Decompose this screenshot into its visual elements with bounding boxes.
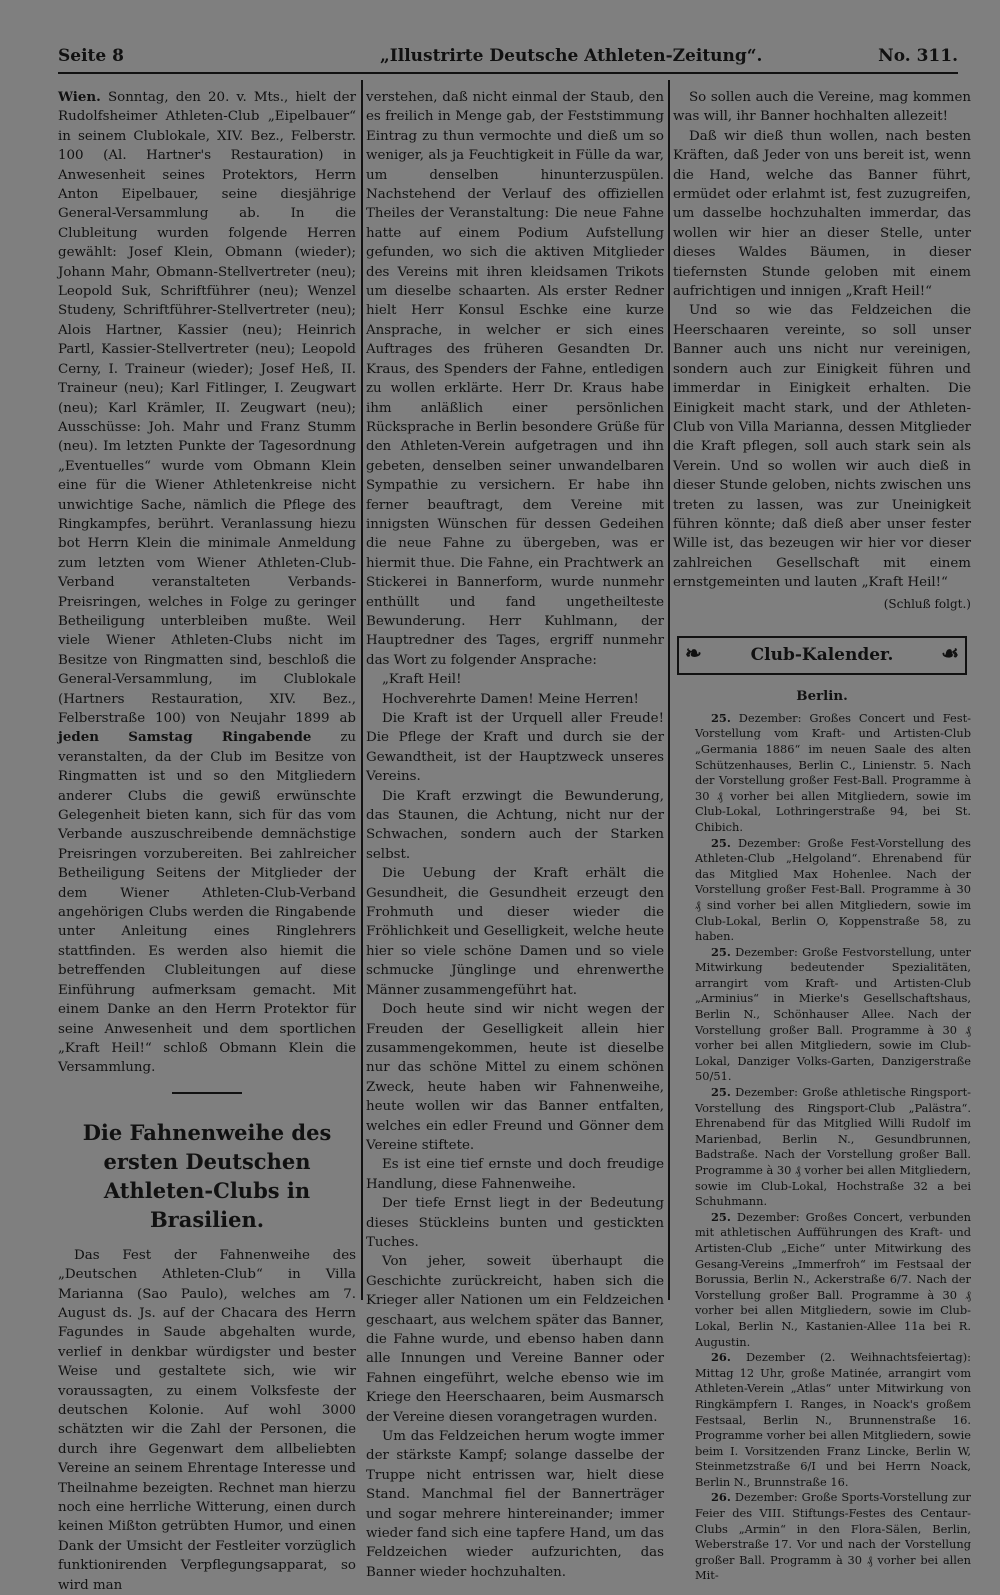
ornament-icon: ❧ xyxy=(685,640,702,665)
calendar-entry: 25. Dezember: Große athletische Ringsport-Vorstellung des Ringsport-Club „Palästra“. Ehrenabend für das Mitglied Willi Rudolf im Marienbad, Berlin N., Gesundbrunnen, Badstraße. Nach der Vorstellung großer Ball. Programme à 30 ₰ vorher bei allen Mitgliedern, sowie im Club-Lokal, Hochstraße 32 a bei Schuhmann. xyxy=(695,1085,971,1209)
speech-paragraph: Von jeher, soweit überhaupt die Geschichte zurückreicht, haben sich die Krieger aller Nationen um ein Feldzeichen geschaart, aus welchem später das Banner, die Fahne wurde, und ebenso haben dann alle Innungen und Vereine Banner oder Fahnen eingeführt, welche ebenso wie im Kriege den Heerschaaren, beim Ausmarsch der Vereine diesen vorangetragen wurden. xyxy=(366,1254,664,1425)
column-3 xyxy=(673,88,972,1583)
column-divider-left xyxy=(361,80,363,1300)
vienna-report: Wien. Sonntag, den 20. v. Mts., hielt der Rudolfsheimer Athleten-Club „Eipelbauer“ in seinem Clublokale, XIV. Bez., Felberstr. 100 (Al. Hartner's Restauration) in Anwesenheit seines Protektors, Herrn Anton Eipelbauer, seine diesjährige General-Versammlung ab. In die Clubleitung wurden folgende Herren gewählt: Josef Klein, Obmann (wieder); Johann Mahr, Obmann-Stellvertreter (neu); Leopold Suk, Schriftführer (neu); Wenzel Studeny, Schriftführer-Stellvertreter (neu); Alois Hartner, Kassier (neu); Heinrich Partl, Kassier-Stellvertreter (neu); Leopold Cerny, I. Traineur (wieder); Josef Heß, II. Traineur (neu); Karl Fitlinger, I. Zeugwart (neu); Karl Krämler, II. Zeugwart (neu); Ausschüsse: Joh. Mahr und Franz Stumm (neu). Im letzten Punkte der Tagesordnung „Eventuelles“ wurde vom Obmann Klein eine für die Wiener Athletenkreise nicht unwichtige Sache, nämlich die Pflege des Ringkampfes, berührt. Veranlassung hiezu bot Herrn Klein die minimale Anmeldung zum letzten vom Wiener Athleten-Club-Verband veranstalteten Verbands-Preisringen, welches in Folge zu geringer Betheiligung unterbleiben mußte. Weil viele Wiener Athleten-Clubs nicht im Besitze von Ringmatten sind, beschloß die General-Versammlung, im Clublokale (Hartners Restauration, XIV. Bez., Felberstraße 100) von Neujahr 1899 ab jeden Samstag Ringabende zu veranstalten, da der Club im Besitze von Ringmatten ist und so den Mitgliedern anderer Clubs die gewiß erwünschte Gelegenheit bieten kann, sich für das vom Verbande auszuschreibende demnächstige Preisringen vorzubereiten. Bei zahlreicher Betheiligung Seitens der Mitglieder der dem Wiener Athleten-Club-Verband angehörigen Clubs werden die Ringabende unter Anleitung eines Ringlehrers stattfinden. Es werden also hiemit die betreffenden Clubleitungen auf diese Einführung aufmerksam gemacht. Mit einem Danke an den Herrn Protektor für seine Anwesenheit und dem sportlichen „Kraft Heil!“ schloß Obmann Klein die Versammlung. xyxy=(58,89,357,1076)
calendar-entry: 25. Dezember: Große Festvorstellung, unter Mitwirkung bedeutender Spezialitäten, arrangirt vom Kraft- und Artisten-Club „Arminius“ in Mierke's Gesellschaftshaus, Berlin N., Schönhauser Allee. Nach der Vorstellung großer Ball. Programme à 30 ₰ vorher bei allen Mitgliedern, sowie im Club-Lokal, Danziger Volks-Garten, Danzigerstraße 50/51. xyxy=(695,944,972,1084)
calendar-entries xyxy=(673,711,971,1584)
speech-paragraph: So sollen auch die Vereine, mag kommen was will, ihr Banner hochhalten allezeit! xyxy=(673,90,971,125)
ring-evenings-emphasis: jeden Samstag Ringabende xyxy=(58,729,312,746)
header-rule xyxy=(58,72,958,74)
article-heading: Die Fahnenweihe des ersten Deutschen Athleten-Clubs in Brasilien. xyxy=(82,1119,332,1232)
article-paragraph: Das Fest der Fahnenweihe des „Deutschen Athleten-Club“ in Villa Marianna (Sao Paulo), welches am 7. August ds. Js. auf der Chacara des Herrn Fagundes in Saude abgehalten wurde, verlief in denkbar würdigster und bester Weise und gestaltete sich, wie wir voraussagten, zu einem Volksfeste der deutschen Kolonie. Auf wohl 3000 schätzten wir die Zahl der Personen, die durch ihre Gegenwart dem allbeliebten Vereine an seinem Ehrentage Interesse und Theilnahme bezeigten. Rechnet man hierzu noch eine herrliche Witterung, einen durch keinen Mißton getrübten Humor, und einen Dank der Umsicht der Festleiter vorzüglich funktionirenden Verpflegungsapparat, so wird man xyxy=(58,1247,356,1593)
calendar-entry: 26. Dezember (2. Weihnachtsfeiertag): Mittag 12 Uhr, große Matinée, arrangirt vom Athleten-Verein „Atlas“ unter Mitwirkung von Ringkämpfern I. Ranges, in Noack's großem Festsaal, Berlin N., Brunnenstraße 16. Programme vorher bei allen Mitgliedern, sowie beim I. Vorsitzenden Franz Lincke, Berlin W, Steinmetzstraße 6/I und bei Herrn Noack, Berlin N., Brunnstraße 16. xyxy=(695,1350,971,1489)
ornament-icon: ☙ xyxy=(941,640,959,665)
speech-paragraph: Es ist eine tief ernste und doch freudige Handlung, diese Fahnenweihe. xyxy=(366,1157,664,1192)
continued-note: (Schluß folgt.) xyxy=(883,596,971,611)
speech-paragraph: Die Kraft ist der Urquell aller Freude! Die Pflege der Kraft und durch sie der Gewandtheit, ist der Hauptzweck unseres Vereins. xyxy=(366,711,664,785)
page-header xyxy=(58,42,958,70)
calendar-entry: 25. Dezember: Großes Concert und Fest-Vorstellung vom Kraft- und Artisten-Club „Germania 1886“ im neuen Saale des alten Schützenhauses, Berlin C., Linienstr. 5. Nach der Vorstellung großer Fest-Ball. Programme à 30 ₰ vorher bei allen Mitgliedern, sowie im Club-Lokal, Lothringerstraße 94, bei St. Chibich. xyxy=(695,710,971,834)
column-divider-right xyxy=(668,80,670,1300)
speech-greeting: „Kraft Heil! xyxy=(382,672,462,688)
calendar-city: Berlin. xyxy=(796,688,848,705)
issue-number: No. 311. xyxy=(878,46,958,66)
speech-paragraph: Die Kraft erzwingt die Bewunderung, das Staunen, die Achtung, nicht nur der Schwachen, sondern auch der Starken selbst. xyxy=(366,788,664,862)
club-calendar-banner xyxy=(677,636,967,675)
speech-paragraph: Der tiefe Ernst liegt in der Bedeutung dieses Stückleins bunten und gestickten Tuches. xyxy=(366,1196,664,1250)
speech-salutation: Hochverehrte Damen! Meine Herren! xyxy=(382,691,639,707)
club-calendar-title: Club-Kalender. xyxy=(750,644,894,665)
publication-title: „Illustrirte Deutsche Athleten-Zeitung“. xyxy=(380,46,763,66)
speech-paragraph: Und so wie das Feldzeichen die Heerschaaren vereinte, so soll unser Banner auch uns nicht nur vereinigen, sondern auch zur Einigkeit führen und immerdar in Einigkeit erhalten. Die Einigkeit macht stark, und der Athleten-Club von Villa Marianna, dessen Mitglieder die Kraft pflegen, soll auch stark sein als Verein. Und so wollen wir auch dieß in dieser Stunde geloben, nichts zwischen uns treten zu lassen, was zur Uneinigkeit führen könnte; daß dieß aber unser fester Wille ist, das bezeugen wir hier vor dieser zahlreichen Gesellschaft mit einem ernstgemeinten und lauten „Kraft Heil!“ xyxy=(673,303,971,591)
dateline-vienna: Wien. xyxy=(58,89,101,105)
page-number: Seite 8 xyxy=(58,46,124,66)
column-2 xyxy=(366,88,664,1580)
speech-paragraph: Um das Feldzeichen herum wogte immer der stärkste Kampf; solange dasselbe der Truppe nicht entrissen war, hielt diese Stand. Manchmal fiel der Bannerträger und sogar mehrere hintereinander; immer wieder fand sich eine tapfere Hand, um das Feldzeichen wieder aufzurichten, das Banner wieder hochzuhalten. xyxy=(366,1429,664,1580)
speech-paragraph: Daß wir dieß thun wollen, nach besten Kräften, daß Jeder von uns bereit ist, wenn die Hand, welche das Banner führt, ermüdet oder erlahmt ist, fest zuzugreifen, um dasselbe hochzuhalten immerdar, das wollen wir hier an dieser Stelle, unter dieses Waldes Bäumen, in dieser tiefernsten Stunde geloben mit einem aufrichtigen und innigen „Kraft Heil!“ xyxy=(673,128,971,300)
column-1 xyxy=(58,88,357,1593)
article-paragraph: verstehen, daß nicht einmal der Staub, den es freilich in Menge gab, der Feststimmung Eintrag zu thun vermochte und dieß um so weniger, als ja Feuchtigkeit in Fülle da war, um denselben hinunterzuspülen. Nachstehend der Verlauf des offiziellen Theiles der Veranstaltung: Die neue Fahne hatte auf einem Podium Aufstellung gefunden, wo sich die aktiven Mitglieder des Vereins mit ihren kleidsamen Trikots um dieselbe schaarten. Als erster Redner hielt Herr Konsul Eschke eine kurze Ansprache, in welcher er sich eines Auftrages des früheren Gesandten Dr. Kraus, des Spenders der Fahne, entledigen zu wollen erklärte. Herr Dr. Kraus habe ihm anläßlich einer persönlichen Rücksprache in Berlin besondere Grüße für den Athleten-Verein aufgetragen und ihn gebeten, denselben seiner unwandelbaren Sympathie zu versichern. Er habe ihn ferner beauftragt, dem Vereine mit innigsten Wünschen für dessen Gedeihen die neue Fahne zu übergeben, was er hiermit thue. Die Fahne, ein Prachtwerk an Stickerei in Bannerform, wurde nunmehr enthüllt und fand ungetheilteste Bewunderung. Herr Kuhlmann, der Hauptredner des Tages, ergriff nunmehr das Wort zu folgender Ansprache: xyxy=(366,90,664,668)
calendar-entry: 25. Dezember: Großes Concert, verbunden mit athletischen Aufführungen des Kraft- und Artisten-Club „Eiche“ unter Mitwirkung des Gesang-Vereins „Immerfroh“ im Festsaal der Borussia, Berlin N., Ackerstraße 6/7. Nach der Vorstellung großer Ball. Programme à 30 ₰ vorher bei allen Mitgliedern, sowie im Club-Lokal, Berlin N., Kastanien-Allee 11a bei R. Augustin. xyxy=(695,1209,971,1349)
speech-paragraph: Doch heute sind wir nicht wegen der Freuden der Geselligkeit allein hier zusammengekommen, heute ist dieselbe nur das schöne Mittel zu einem schönen Zweck, heute haben wir Fahnenweihe, heute wollen wir das Banner entfalten, welches ein edler Freund und Gönner dem Vereine stiftete. xyxy=(366,1002,664,1153)
speech-paragraph: Die Uebung der Kraft erhält die Gesundheit, die Gesundheit erzeugt den Frohmuth und dieser wieder die Fröhlichkeit und Geselligkeit, welche heute hier so viele schöne Damen und so viele schmucke Jünglinge und ehrenwerthe Männer zusammengeführt hat. xyxy=(366,866,664,998)
section-divider xyxy=(172,1092,242,1094)
calendar-entry: 26. Dezember: Große Sports-Vorstellung zur Feier des VIII. Stiftungs-Festes des Centaur-Clubs „Armin“ in den Flora-Sälen, Berlin, Weberstraße 17. Vor und nach der Vorstellung großer Ball. Programm à 30 ₰ vorher bei allen Mit- xyxy=(695,1490,971,1583)
calendar-entry: 25. Dezember: Große Fest-Vorstellung des Athleten-Club „Helgoland“. Ehrenabend für das Mitglied Max Hohenlee. Nach der Vorstellung großer Fest-Ball. Programme à 30 ₰ sind vorher bei allen Mitgliedern, sowie im Club-Lokal, Berlin O, Koppenstraße 58, zu haben. xyxy=(695,835,971,944)
